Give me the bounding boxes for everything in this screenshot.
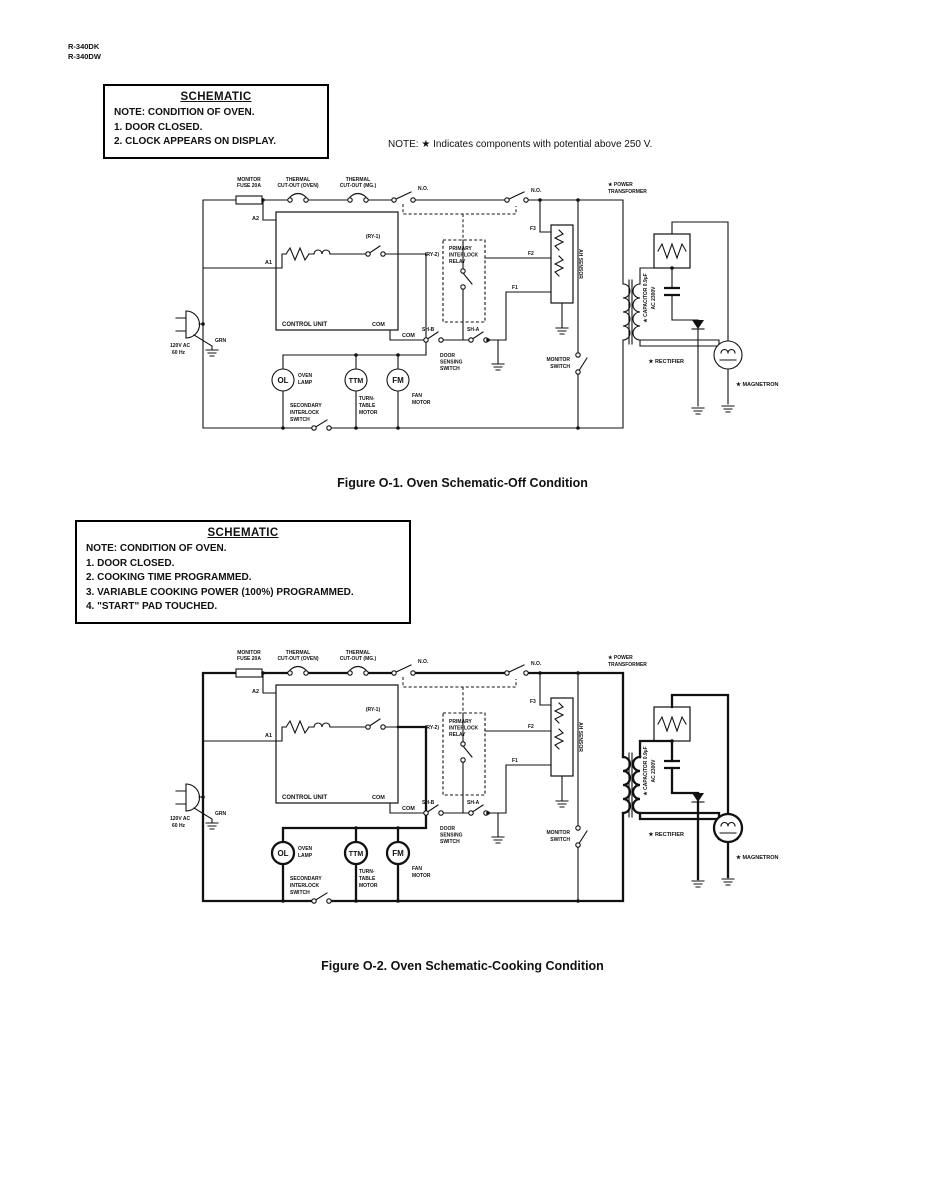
monitor-switch-label-2: SWITCH: [550, 364, 570, 370]
model-number-1: R-340DK: [68, 42, 100, 51]
box1-item-2: 2. CLOCK APPEARS ON DISPLAY.: [114, 136, 277, 147]
fan-motor-label-1: FAN: [412, 393, 422, 399]
terminal-f1-label: F1: [512, 758, 518, 764]
fan-motor-symbol-label: FM: [392, 376, 404, 385]
control-unit-label: CONTROL UNIT: [282, 322, 328, 328]
thermal-cutout-mg-label-2: CUT-OUT (MG.): [339, 183, 377, 189]
model-number-2: R-340DW: [68, 51, 101, 61]
turntable-label-2: TABLE: [359, 403, 376, 409]
door-sensing-label-1: DOOR: [440, 353, 455, 359]
turntable-motor-symbol-label: TTM: [348, 378, 364, 385]
monitor-fuse-symbol: [236, 669, 262, 677]
thermal-cutout-oven-label-1: THERMAL: [285, 650, 311, 656]
thermal-cutout-arcs: [290, 194, 366, 198]
secondary-interlock-label-1: SECONDARY: [290, 403, 322, 409]
sh-a-label: SH-A: [467, 800, 480, 806]
no-label-right: N.O.: [531, 188, 542, 194]
terminal-a1-label: A1: [264, 733, 272, 739]
relay-ry2-label: (RY-2): [424, 725, 439, 731]
no-label-left: N.O.: [418, 186, 429, 192]
primary-interlock-label-1: PRIMARY: [449, 719, 472, 725]
capacitor-assembly-box: [654, 707, 690, 741]
primary-interlock-label-2: INTERLOCK: [449, 725, 479, 732]
primary-interlock-label-3: RELAY: [449, 732, 466, 738]
turntable-motor-symbol-label: TTM: [348, 851, 364, 858]
no-label-left: N.O.: [418, 659, 429, 665]
door-sensing-label-2: SENSING: [440, 359, 463, 366]
sh-a-label: SH-A: [467, 327, 480, 333]
secondary-interlock-label-3: SWITCH: [290, 890, 310, 896]
control-unit-label: CONTROL UNIT: [282, 795, 328, 801]
terminal-f2-label: F2: [528, 251, 534, 257]
magnetron-symbol: [714, 814, 742, 842]
box2-item-2: 2. COOKING TIME PROGRAMMED.: [86, 572, 252, 583]
turntable-label-2: TABLE: [359, 876, 376, 882]
figure1-schematic: [168, 170, 788, 470]
door-linkage-dashed-lines: [403, 204, 516, 240]
magnetron-symbol: [714, 341, 742, 369]
secondary-interlock-label-1: SECONDARY: [290, 876, 322, 882]
terminal-a2-label: A2: [251, 216, 259, 222]
relay-ry1-label: (RY-1): [365, 234, 381, 240]
terminal-f3-label: F3: [530, 699, 536, 705]
turntable-label-3: MOTOR: [359, 410, 378, 416]
terminal-f1-label: F1: [512, 285, 518, 291]
primary-interlock-label-1: PRIMARY: [449, 246, 472, 252]
terminal-f2-label: F2: [528, 724, 534, 730]
box2-item-3: 3. VARIABLE COOKING POWER (100%) PROGRAMMED.: [86, 586, 354, 598]
monitor-switch-label-2: SWITCH: [550, 837, 570, 843]
door-sensing-label-3: SWITCH: [440, 839, 460, 845]
thermal-cutout-mg-label-1: THERMAL: [345, 650, 371, 656]
component-feed-wires: [283, 727, 426, 901]
thermal-cutout-oven-label-2: CUT-OUT (OVEN): [277, 183, 319, 189]
component-feed-wires: [283, 254, 426, 428]
secondary-interlock-label-2: INTERLOCK: [290, 883, 320, 889]
oven-lamp-symbol-label: OL: [277, 376, 289, 385]
relay-ry1-coil-zigzag: [286, 248, 309, 260]
capacitor-label-2: AC 2300V: [651, 759, 657, 783]
oven-lamp-symbol-label: OL: [277, 849, 289, 858]
interlock-and-sensor-wires: [390, 673, 562, 837]
thermal-cutout-mg-label-2: CUT-OUT (MG.): [339, 656, 377, 662]
turntable-label-1: TURN-: [359, 396, 375, 402]
terminal-f3-label: F3: [530, 226, 536, 232]
supply-label-1: 120V AC: [170, 816, 191, 822]
turntable-label-3: MOTOR: [359, 883, 378, 889]
ah-sensor-label: AH SENSOR: [577, 249, 583, 279]
grn-wire-label: GRN: [215, 811, 227, 817]
oven-lamp-label-1: OVEN: [298, 373, 313, 379]
turntable-label-1: TURN-: [359, 869, 375, 875]
capacitor-label-1: ★ CAPACITOR 0.9µF: [643, 273, 649, 323]
com-label-2: COM: [402, 806, 415, 812]
oven-lamp-label-2: LAMP: [298, 380, 313, 386]
ah-sensor-coil-2: [555, 729, 563, 749]
bleed-resistor-zigzag: [658, 244, 686, 258]
figure2-schematic: [168, 643, 788, 943]
box2-item-4: 4. "START" PAD TOUCHED.: [86, 601, 218, 612]
rectifier-label: ★ RECTIFIER: [648, 359, 684, 365]
box2-title: SCHEMATIC: [207, 527, 279, 539]
monitor-fuse-label-1: MONITOR: [237, 177, 261, 183]
switch-terminals: [288, 198, 580, 430]
terminal-a2-label: A2: [251, 689, 259, 695]
door-sensing-label-3: SWITCH: [440, 366, 460, 372]
monitor-switch-label-1: MONITOR: [546, 357, 570, 363]
rectifier-diode: [692, 320, 704, 329]
interlock-and-sensor-wires: [390, 200, 562, 364]
supply-label-2: 60 Hz: [172, 350, 186, 356]
box1-title: SCHEMATIC: [180, 91, 252, 103]
ah-sensor-coil-1: [555, 230, 563, 250]
junction-dots: [201, 198, 674, 430]
power-transformer-label-1: ★ POWER: [608, 655, 633, 661]
door-sensing-label-2: SENSING: [440, 832, 463, 839]
contact-blades: [314, 246, 587, 428]
capacitor-label-1: ★ CAPACITOR 0.9µF: [643, 746, 649, 796]
thermal-cutout-oven-label-2: CUT-OUT (OVEN): [277, 656, 319, 662]
plug-body-arc: [186, 784, 200, 811]
magnetron-label: ★ MAGNETRON: [736, 382, 779, 388]
ah-sensor-coil-2: [555, 256, 563, 276]
transformer-secondary-coil: [633, 284, 640, 340]
model-numbers: [68, 42, 101, 62]
thermal-cutout-oven-label-1: THERMAL: [285, 177, 311, 183]
relay-ry2-label: (RY-2): [424, 252, 439, 258]
oven-schematic-diagram: [168, 170, 788, 470]
power-transformer-label-1: ★ POWER: [608, 182, 633, 188]
control-unit-box: [276, 212, 398, 330]
relay-ry1-coil-bumps: [314, 250, 330, 254]
relay-ry1-label: (RY-1): [365, 707, 381, 713]
switch-terminals: [288, 671, 580, 903]
capacitor-plates: [664, 761, 680, 768]
oven-schematic-diagram: [168, 643, 788, 943]
junction-dots: [201, 671, 674, 903]
door-sensing-label-1: DOOR: [440, 826, 455, 832]
relay-ry1-coil-zigzag: [286, 721, 309, 733]
power-transformer-label-2: TRANSFORMER: [608, 189, 647, 195]
relay-ry1-coil-bumps: [314, 723, 330, 727]
schematic-note-box-1: [103, 84, 329, 159]
capacitor-label-2: AC 2300V: [651, 286, 657, 310]
high-voltage-note: NOTE: ★ Indicates components with potential above 250 V.: [388, 139, 653, 150]
thermal-cutout-mg-label-1: THERMAL: [345, 177, 371, 183]
fan-motor-symbol-label: FM: [392, 849, 404, 858]
door-linkage-dashed-lines: [403, 677, 516, 713]
rectifier-diode: [692, 793, 704, 802]
transformer-core: [629, 280, 632, 344]
rectifier-label: ★ RECTIFIER: [648, 832, 684, 838]
thermal-cutout-arcs: [290, 667, 366, 671]
terminal-a1-label: A1: [264, 260, 272, 266]
sh-b-label: SH-B: [422, 800, 435, 806]
grn-wire-label: GRN: [215, 338, 227, 344]
no-label-right: N.O.: [531, 661, 542, 667]
oven-lamp-label-2: LAMP: [298, 853, 313, 859]
ah-sensor-label: AH SENSOR: [577, 722, 583, 752]
monitor-fuse-label-2: FUSE 20A: [237, 183, 261, 189]
com-label-1: COM: [372, 795, 385, 801]
figure1-caption: Figure O-1. Oven Schematic-Off Condition: [337, 476, 588, 490]
secondary-interlock-label-2: INTERLOCK: [290, 410, 320, 416]
capacitor-assembly-box: [654, 234, 690, 268]
oven-lamp-label-1: OVEN: [298, 846, 313, 852]
plug-body-arc: [186, 311, 200, 338]
supply-label-2: 60 Hz: [172, 823, 186, 829]
bleed-resistor-zigzag: [658, 717, 686, 731]
transformer-secondary-coil: [633, 757, 640, 813]
capacitor-plates: [664, 288, 680, 295]
monitor-fuse-label-2: FUSE 20A: [237, 656, 261, 662]
com-label-1: COM: [372, 322, 385, 328]
figure2-caption: Figure O-2. Oven Schematic-Cooking Condition: [321, 959, 604, 973]
fan-motor-label-1: FAN: [412, 866, 422, 872]
sh-b-label: SH-B: [422, 327, 435, 333]
primary-interlock-label-2: INTERLOCK: [449, 252, 479, 259]
fan-motor-label-2: MOTOR: [412, 873, 431, 879]
box2-item-1: 1. DOOR CLOSED.: [86, 557, 175, 569]
ah-sensor-coil-1: [555, 703, 563, 723]
supply-label-1: 120V AC: [170, 343, 191, 349]
schematic-note-box-2: [75, 520, 411, 624]
monitor-fuse-symbol: [236, 196, 262, 204]
box1-note: NOTE: CONDITION OF OVEN.: [114, 107, 255, 118]
box1-item-1: 1. DOOR CLOSED.: [114, 121, 203, 133]
com-label-2: COM: [402, 333, 415, 339]
box2-note: NOTE: CONDITION OF OVEN.: [86, 543, 227, 554]
primary-interlock-label-3: RELAY: [449, 259, 466, 265]
secondary-interlock-label-3: SWITCH: [290, 417, 310, 423]
power-transformer-label-2: TRANSFORMER: [608, 662, 647, 668]
magnetron-label: ★ MAGNETRON: [736, 855, 779, 861]
fan-motor-label-2: MOTOR: [412, 400, 431, 406]
monitor-fuse-label-1: MONITOR: [237, 650, 261, 656]
control-unit-box: [276, 685, 398, 803]
monitor-switch-label-1: MONITOR: [546, 830, 570, 836]
